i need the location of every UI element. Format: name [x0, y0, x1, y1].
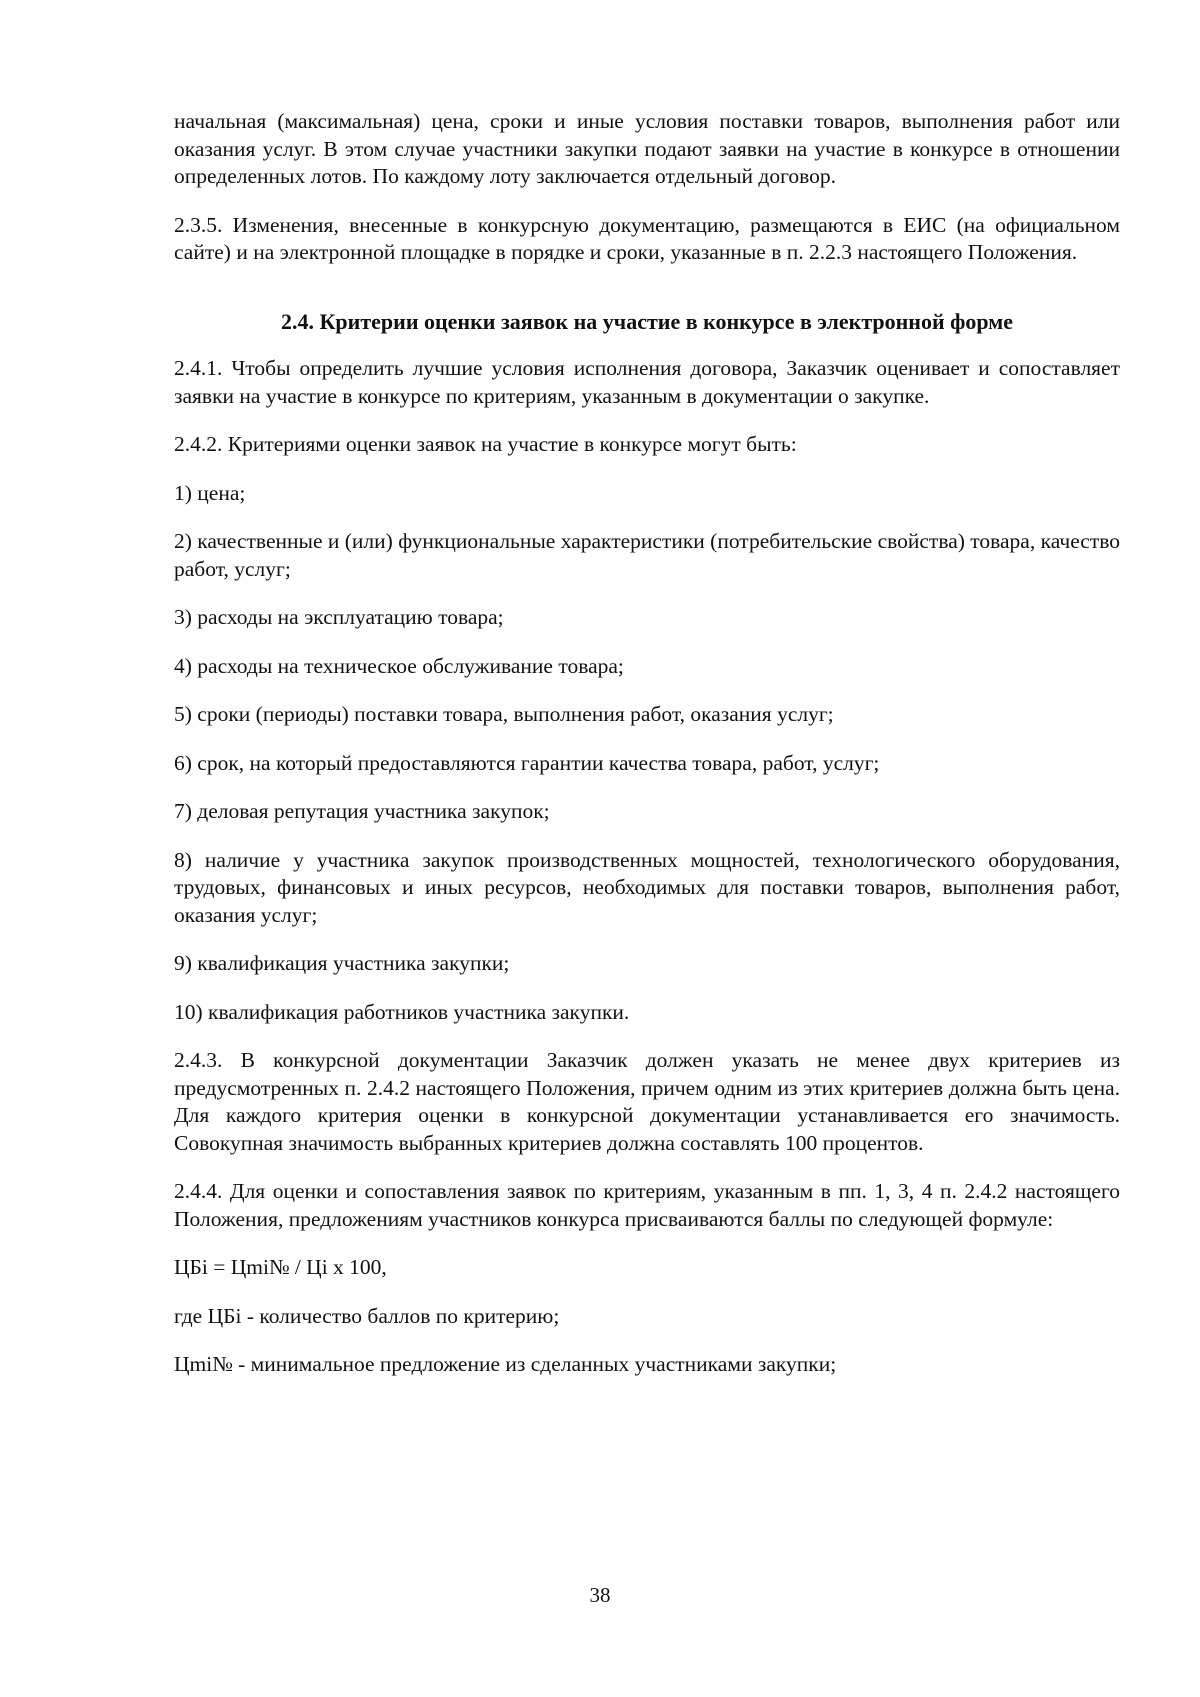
section-heading-2-4: 2.4. Критерии оценки заявок на участие в конкурсе в электронной форме	[280, 308, 1014, 334]
document-page	[174, 108, 1120, 1400]
criterion-item-3: 3) расходы на эксплуатацию товара;	[174, 605, 504, 629]
criterion-item-9: 9) квалификация участника закупки;	[174, 951, 510, 975]
criterion-item-5: 5) сроки (периоды) поставки товара, выполнения работ, оказания услуг;	[174, 702, 834, 726]
criterion-item-1: 1) цена;	[174, 480, 246, 505]
paragraph-2-4-3: 2.4.3. В конкурсной документации Заказчик должен указать не менее двух критериев из предусмотренных п. 2.4.2 настоящего Положения, причем одним из этих критериев должна быть цена. Для каждого критерия оценки в конкурсной документации устанавливается его значимость. Совокупная значимость выбранных критериев должна составлять 100 процентов.	[174, 1048, 1120, 1155]
formula-definition-cmin: Цmi№ - минимальное предложение из сделанных участниками закупки;	[174, 1352, 837, 1376]
paragraph-lot-conditions: начальная (максимальная) цена, сроки и иные условия поставки товаров, выполнения работ или оказания услуг. В этом случае участники закупки подают заявки на участие в конкурсе в отношении определенных лотов. По каждому лоту заключается отдельный договор.	[174, 109, 1120, 188]
formula-line: ЦБi = Цmi№ / Цi x 100,	[174, 1255, 387, 1279]
criterion-item-4: 4) расходы на техническое обслуживание товара;	[174, 653, 624, 678]
criterion-item-8: 8) наличие у участника закупок производственных мощностей, технологического оборудования, трудовых, финансовых и иных ресурсов, необходимых для поставки товаров, выполнения работ, оказания услуг;	[174, 847, 1120, 927]
paragraph-2-3-5: 2.3.5. Изменения, внесенные в конкурсную документацию, размещаются в ЕИС (на официальном сайте) и на электронной площадке в порядке и сроки, указанные в п. 2.2.3 настоящего Положения.	[174, 212, 1120, 264]
criterion-item-10: 10) квалификация работников участника закупки.	[174, 999, 630, 1024]
paragraph-2-4-4: 2.4.4. Для оценки и сопоставления заявок по критериям, указанным в пп. 1, 3, 4 п. 2.4.2 настоящего Положения, предложениям участников конкурса присваиваются баллы по следующей формуле:	[174, 1179, 1120, 1231]
paragraph-2-4-2: 2.4.2. Критериями оценки заявок на участие в конкурсе могут быть:	[174, 432, 797, 456]
criterion-item-6: 6) срок, на который предоставляются гарантии качества товара, работ, услуг;	[174, 750, 880, 775]
page-number: 38	[589, 1583, 611, 1607]
criterion-item-7: 7) деловая репутация участника закупок;	[174, 799, 550, 823]
formula-definition-cbi: где ЦБi - количество баллов по критерию;	[174, 1303, 560, 1328]
paragraph-2-4-1: 2.4.1. Чтобы определить лучшие условия исполнения договора, Заказчик оценивает и сопоставляет заявки на участие в конкурсе по критериям, указанным в документации о закупке.	[174, 356, 1120, 408]
criterion-item-2: 2) качественные и (или) функциональные характеристики (потребительские свойства) товара, качество работ, услуг;	[174, 529, 1120, 581]
